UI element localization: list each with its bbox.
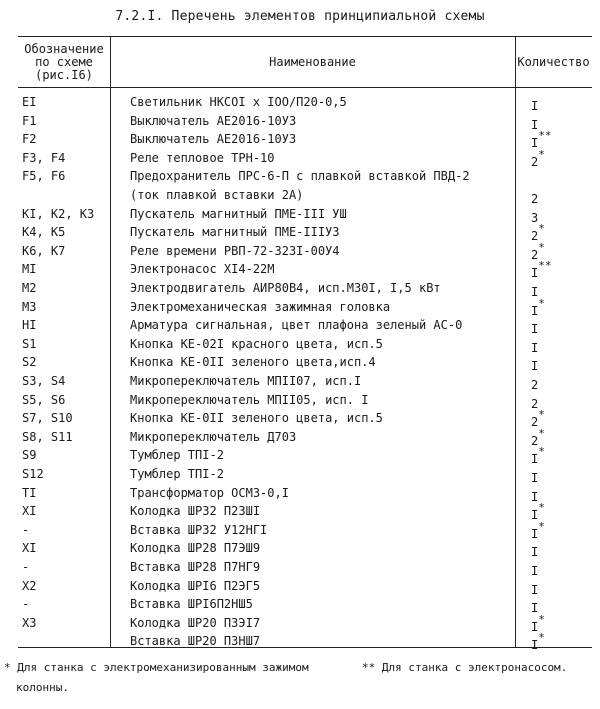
designation-cell: S7, S10 xyxy=(22,411,73,426)
designation-cell: MI xyxy=(22,262,37,277)
footnote-reference: * xyxy=(538,501,545,515)
quantity-value: I xyxy=(531,564,539,578)
footnote-reference: ** xyxy=(538,129,552,143)
footnote-reference: * xyxy=(538,519,545,533)
quantity-cell xyxy=(531,318,538,336)
name-cell: Колодка ШР28 П7ЭШ9 xyxy=(130,541,261,556)
quantity-value: I xyxy=(531,638,539,653)
designation-cell: S3, S4 xyxy=(22,374,66,388)
name-cell: Электронасос ХI4-22М xyxy=(130,262,275,277)
quantity-value: 2 xyxy=(531,192,539,206)
footnote-reference: * xyxy=(538,296,545,310)
designation-cell: S9 xyxy=(22,448,37,463)
quantity-value: 2 xyxy=(531,247,539,262)
quantity-value: I xyxy=(531,340,539,355)
name-cell: Вставка ШР20 П3НШ7 xyxy=(130,634,261,649)
name-cell: Колодка ШР32 П2ЗШI xyxy=(130,504,261,519)
name-cell: Электромеханическая зажимная головка xyxy=(130,299,391,314)
quantity-value: 3 xyxy=(531,210,539,225)
designation-cell: - xyxy=(22,560,30,574)
quantity-cell xyxy=(531,259,552,281)
designation-cell: K6, K7 xyxy=(22,243,66,258)
quantity-value: 2 xyxy=(531,433,539,448)
designation-cell: F1 xyxy=(22,113,37,128)
quantity-value: I xyxy=(531,601,539,616)
designation-cell: X2 xyxy=(22,578,37,593)
quantity-value: I xyxy=(531,619,539,634)
quantity-value: I xyxy=(531,266,539,281)
name-cell: Вставка ШР32 У12НГI xyxy=(130,522,268,537)
quantity-cell xyxy=(531,445,545,467)
name-cell: Трансформатор ОСМ3-0,I xyxy=(130,485,289,500)
name-cell: Колодка ШР20 П3ЭI7 xyxy=(130,615,261,630)
quantity-value: I xyxy=(531,452,539,467)
quantity-cell xyxy=(531,541,538,559)
footnote-reference: * xyxy=(538,426,545,440)
quantity-cell xyxy=(531,95,538,113)
name-cell: Кнопка КЕ-02I красного цвета, исп.5 xyxy=(130,336,383,351)
designation-cell: XI xyxy=(22,541,37,556)
footnote-mark: ** xyxy=(362,661,376,674)
name-cell: Тумблер ТПI-2 xyxy=(130,448,224,463)
name-cell: Арматура сигнальная, цвет плафона зеленый АС-0 xyxy=(130,318,463,333)
name-cell: Выключатель АЕ2016-10У3 xyxy=(130,113,297,128)
column-divider xyxy=(515,37,516,647)
name-cell: Выключатель АЕ2016-10У3 xyxy=(130,132,297,147)
footnote-reference: ** xyxy=(538,259,552,273)
footnote-mark: * xyxy=(4,661,11,674)
quantity-value: I xyxy=(531,582,539,597)
quantity-value: I xyxy=(531,303,539,318)
designation-cell: X3 xyxy=(22,615,37,630)
footnote-single-continuation: колонны. xyxy=(16,681,69,694)
quantity-cell xyxy=(531,631,545,653)
name-cell: Тумблер ТПI-2 xyxy=(130,467,224,481)
name-cell: Кнопка КЕ-0II зеленого цвета, исп.5 xyxy=(130,411,383,426)
designation-cell: KI, K2, K3 xyxy=(22,206,95,221)
quantity-value: I xyxy=(531,285,539,299)
designation-cell: M2 xyxy=(22,281,37,295)
name-cell: (ток плавкой вставки 2А) xyxy=(130,188,304,202)
quantity-value: I xyxy=(531,322,539,337)
quantity-value: I xyxy=(531,508,539,523)
quantity-cell xyxy=(531,188,538,206)
quantity-value: 2 xyxy=(531,229,539,244)
designation-cell: XI xyxy=(22,504,37,519)
name-cell: Кнопка КЕ-0II зеленого цвета,исп.4 xyxy=(130,355,376,370)
name-cell: Вставка ШР28 П7НГ9 xyxy=(130,560,261,574)
quantity-value: I xyxy=(531,359,539,374)
footnote-text: Для станка с электромеханизированным зажимом xyxy=(17,661,309,674)
quantity-value: I xyxy=(531,526,539,541)
designation-cell: F2 xyxy=(22,132,37,147)
name-cell: Микропереключатель МПII05, исп. I xyxy=(130,392,369,407)
designation-cell: S1 xyxy=(22,336,37,351)
quantity-cell xyxy=(531,519,545,541)
footnote-double xyxy=(362,658,567,678)
name-cell: Пускатель магнитный ПМЕ-III УШ xyxy=(130,206,347,221)
quantity-value: I xyxy=(531,471,539,485)
header-divider xyxy=(18,87,592,88)
name-cell: Предохранитель ПРС-6-П с плавкой вставкой ПВД-2 xyxy=(130,169,470,184)
footnote-reference: * xyxy=(538,445,545,459)
designation-cell: F5, F6 xyxy=(22,169,66,184)
name-cell: Вставка ШРI6П2НШ5 xyxy=(130,597,253,612)
footnote-single xyxy=(4,658,309,678)
footnote-reference: * xyxy=(538,612,545,626)
quantity-cell xyxy=(531,337,538,355)
quantity-value: I xyxy=(531,489,539,504)
quantity-cell xyxy=(531,355,538,373)
name-cell: Реле времени РВП-72-323I-00У4 xyxy=(130,243,340,258)
footnote-text: Для станка с электронасосом. xyxy=(381,661,568,674)
designation-cell: HI xyxy=(22,318,37,333)
name-cell: Пускатель магнитный ПМЕ-IIIУ3 xyxy=(130,225,340,240)
quantity-cell xyxy=(531,147,545,169)
footnote-reference: * xyxy=(538,147,545,161)
header-designation: Обозначение по схеме (рис.I6) xyxy=(24,41,104,82)
quantity-cell xyxy=(531,467,538,485)
designation-cell: - xyxy=(22,597,30,612)
header-quantity: Количество xyxy=(517,54,590,69)
name-cell: Светильник НКСОI х IOO/П20-0,5 xyxy=(130,95,347,109)
designation-cell: M3 xyxy=(22,299,37,314)
quantity-value: I xyxy=(531,117,539,132)
footnote-reference: * xyxy=(538,240,545,254)
name-cell: Микропереключатель МПII07, исп.I xyxy=(130,374,362,388)
quantity-value: I xyxy=(531,136,539,151)
quantity-value: 2 xyxy=(531,378,539,392)
quantity-value: 2 xyxy=(531,396,539,411)
quantity-cell xyxy=(531,296,545,318)
footnote-reference: * xyxy=(538,408,545,422)
footnote-reference: * xyxy=(538,222,545,236)
header-name: Наименование xyxy=(269,54,356,69)
designation-cell: K4, K5 xyxy=(22,225,66,240)
designation-cell: S5, S6 xyxy=(22,392,66,407)
quantity-value: 2 xyxy=(531,154,539,169)
page-title: 7.2.I. Перечень элементов принципиальной схемы xyxy=(115,9,485,24)
quantity-cell xyxy=(531,374,538,392)
quantity-value: 2 xyxy=(531,415,539,430)
designation-cell: EI xyxy=(22,95,37,109)
quantity-value: I xyxy=(531,545,539,560)
name-cell: Электродвигатель АИР80В4, исп.М30I, I,5 кВт xyxy=(130,281,441,295)
designation-cell: TI xyxy=(22,485,37,500)
designation-cell: S2 xyxy=(22,355,37,370)
designation-cell: F3, F4 xyxy=(22,150,66,165)
elements-table xyxy=(18,36,592,653)
column-divider xyxy=(110,37,111,647)
quantity-value: I xyxy=(531,99,539,113)
designation-cell: S12 xyxy=(22,467,44,481)
footnote-reference: * xyxy=(538,631,545,645)
name-cell: Колодка ШРI6 П2ЭГ5 xyxy=(130,578,261,593)
quantity-cell xyxy=(531,560,538,578)
designation-cell: - xyxy=(22,522,30,537)
designation-cell: S8, S11 xyxy=(22,429,73,444)
name-cell: Микропереключатель Д703 xyxy=(130,429,297,444)
quantity-cell xyxy=(531,579,538,597)
name-cell: Реле тепловое ТРН-10 xyxy=(130,150,275,165)
